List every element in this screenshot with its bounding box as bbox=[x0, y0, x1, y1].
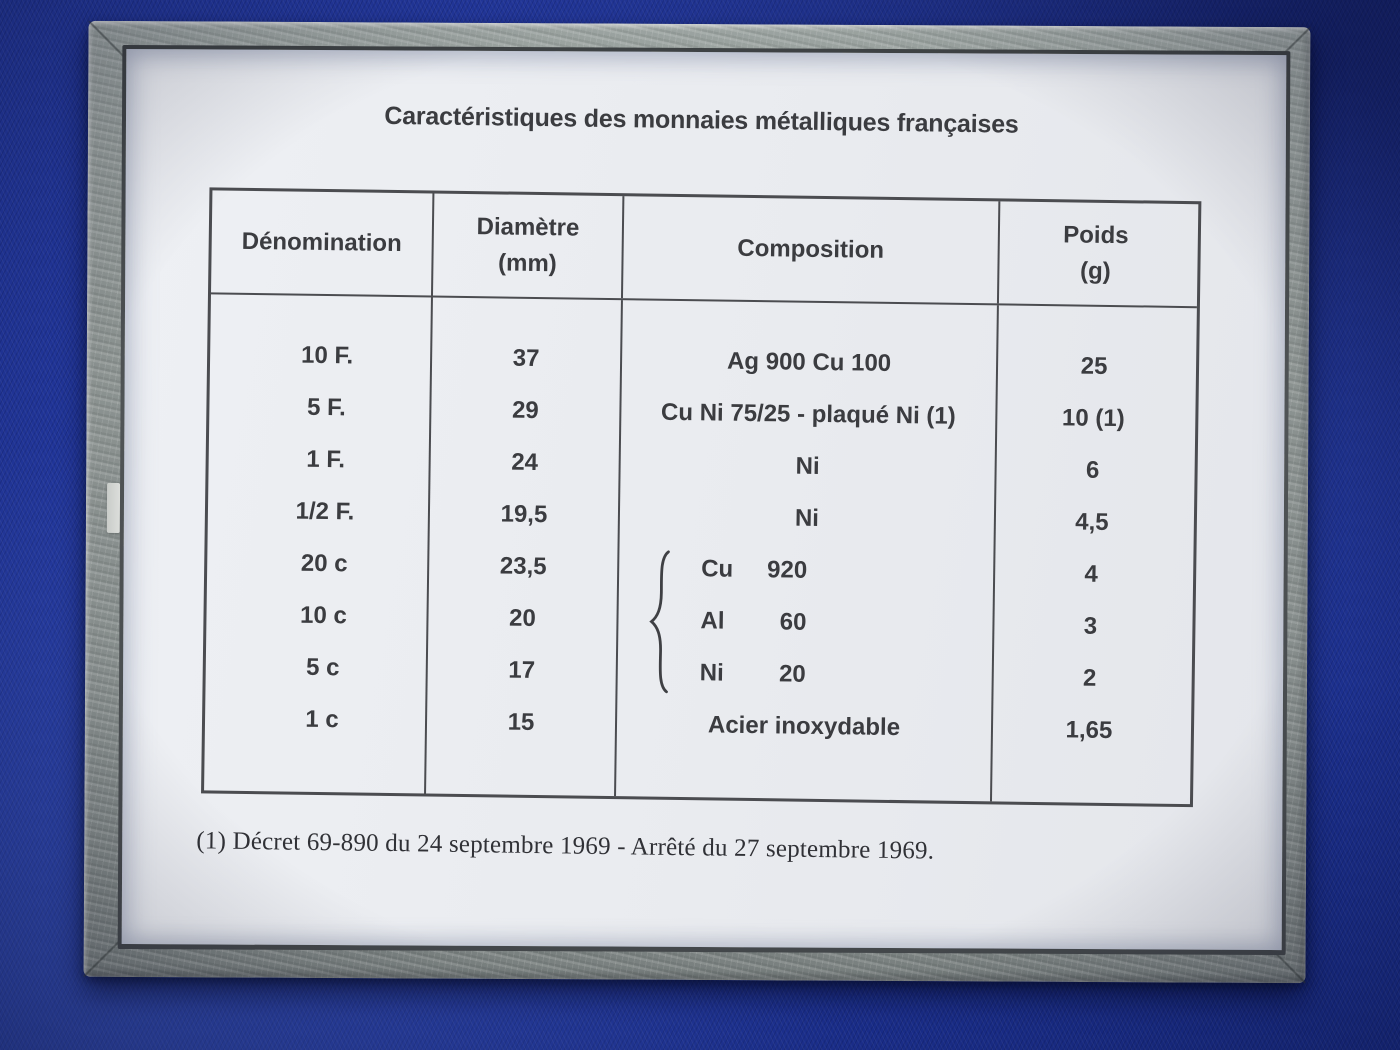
denomination-cell: 5 F. bbox=[306, 393, 346, 422]
composition-cell bbox=[619, 542, 994, 599]
poids-cell: 1,65 bbox=[1065, 716, 1113, 745]
poids-cell: 4 bbox=[1084, 560, 1099, 588]
header-unit: (mm) bbox=[497, 249, 557, 278]
decree-footnote: (1) Décret 69-890 du 24 septembre 1969 - Arrêté du 27 septembre 1969. bbox=[196, 827, 935, 865]
frame-side-tab bbox=[107, 483, 120, 533]
alloy-value: 20 bbox=[778, 660, 806, 688]
poids-cell: 10 (1) bbox=[1061, 404, 1125, 433]
alloy-value: 60 bbox=[779, 608, 807, 636]
frame-corner-seam bbox=[88, 21, 124, 57]
composition-cell: Cu Ni 75/25 - plaqué Ni (1) bbox=[660, 398, 956, 430]
denomination-cell: 1 F. bbox=[306, 445, 346, 474]
presentation-box-frame bbox=[84, 21, 1311, 983]
denomination-cell: 1 c bbox=[305, 705, 339, 734]
card-title: Caractéristiques des monnaies métalliques françaises bbox=[384, 101, 1019, 139]
denomination-cell: 1/2 F. bbox=[295, 497, 355, 526]
header-label: Poids bbox=[1063, 221, 1129, 250]
alloy-symbol: Ni bbox=[699, 659, 724, 687]
poids-cell: 25 bbox=[1080, 352, 1108, 380]
poids-cell: 3 bbox=[1083, 612, 1098, 640]
denomination-cell: 20 c bbox=[300, 549, 348, 578]
alloy-value: 920 bbox=[766, 556, 808, 584]
card-content bbox=[115, 48, 1287, 959]
diametre-cell: 23,5 bbox=[499, 552, 547, 581]
diametre-cell: 17 bbox=[508, 656, 536, 684]
column-header-poids bbox=[999, 201, 1192, 306]
denomination-cell: 10 F. bbox=[300, 341, 354, 370]
box-inner-well bbox=[118, 45, 1291, 955]
diametre-cell: 15 bbox=[507, 708, 535, 736]
column-header-composition bbox=[623, 196, 1000, 303]
composition-cell bbox=[618, 594, 993, 651]
alloy-symbol: Cu bbox=[701, 555, 734, 583]
composition-cell: Ag 900 Cu 100 bbox=[726, 347, 892, 377]
column-header-diametre bbox=[433, 194, 624, 299]
diametre-cell: 29 bbox=[511, 396, 539, 425]
header-label: Diamètre bbox=[476, 213, 580, 242]
header-unit: (g) bbox=[1079, 257, 1111, 285]
diametre-cell: 19,5 bbox=[500, 500, 548, 529]
diametre-cell: 20 bbox=[508, 604, 537, 632]
poids-cell: 4,5 bbox=[1075, 508, 1109, 536]
composition-cell: Acier inoxydable bbox=[707, 711, 901, 742]
coin-characteristics-table bbox=[201, 187, 1201, 807]
composition-cell bbox=[617, 646, 992, 703]
poids-cell: 6 bbox=[1085, 456, 1100, 484]
header-label: Composition bbox=[737, 234, 885, 264]
denomination-cell: 10 c bbox=[299, 601, 348, 630]
composition-cell: Ni bbox=[795, 452, 820, 480]
header-label: Dénomination bbox=[241, 227, 402, 258]
column-header-denomination bbox=[211, 190, 434, 295]
composition-cell: Ni bbox=[794, 504, 820, 532]
grouping-brace-icon bbox=[645, 549, 673, 695]
column-diametre bbox=[426, 298, 623, 797]
column-poids bbox=[992, 305, 1191, 804]
alloy-symbol: Al bbox=[700, 607, 725, 635]
frame-corner-seam bbox=[84, 941, 120, 977]
column-denomination bbox=[204, 294, 433, 793]
diametre-cell: 37 bbox=[512, 344, 540, 373]
specification-card bbox=[122, 49, 1287, 950]
poids-cell: 2 bbox=[1082, 664, 1097, 692]
diametre-cell: 24 bbox=[511, 448, 539, 477]
denomination-cell: 5 c bbox=[305, 653, 340, 682]
table-body bbox=[204, 294, 1197, 804]
table-header-row bbox=[211, 190, 1198, 308]
